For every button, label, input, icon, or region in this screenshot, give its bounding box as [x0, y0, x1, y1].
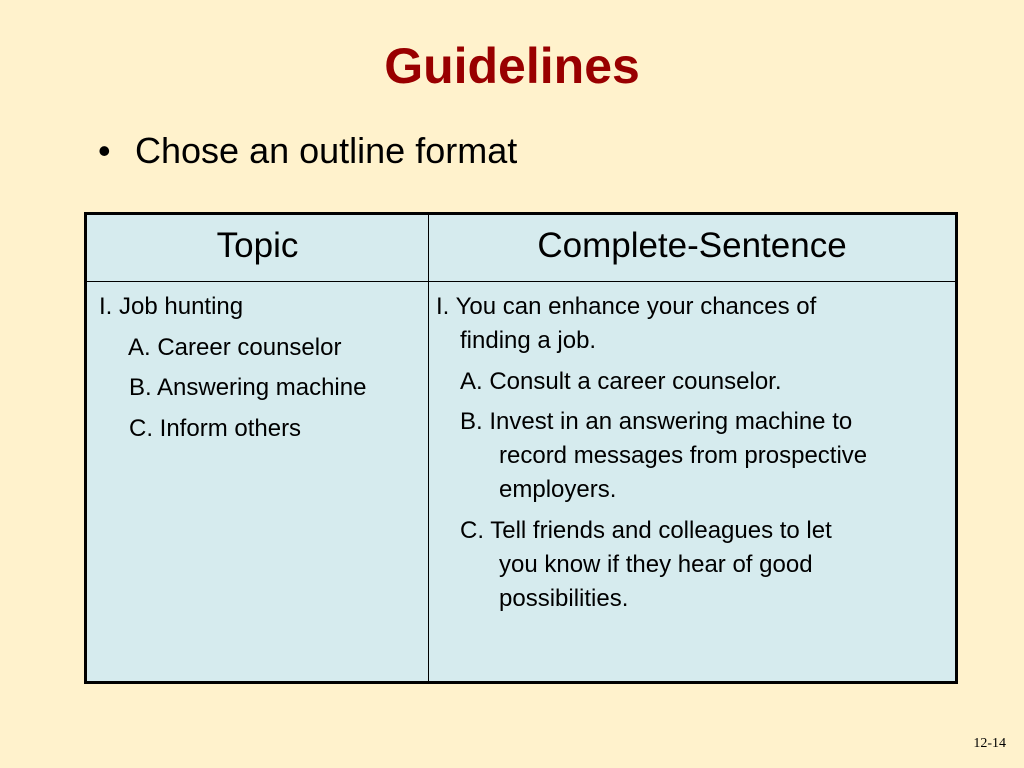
sentence-line-c-3: possibilities.	[499, 585, 629, 612]
sentence-line-b-1: B. Invest in an answering machine to	[460, 408, 853, 435]
bullet-icon: •	[98, 130, 111, 171]
header-complete-sentence: Complete-Sentence	[537, 226, 847, 265]
bullet-text: Chose an outline format	[135, 130, 518, 171]
slide-title: Guidelines	[384, 38, 640, 94]
topic-line-main: I. Job hunting	[99, 293, 244, 320]
header-divider	[87, 281, 955, 282]
slide-number: 12-14	[973, 736, 1006, 751]
sentence-line-b-3: employers.	[499, 476, 617, 503]
sentence-line-b-2: record messages from prospective	[499, 442, 868, 469]
outline-table	[84, 212, 958, 684]
sentence-line-main-2: finding a job.	[460, 327, 597, 354]
sentence-line-c-2: you know if they hear of good	[499, 551, 813, 578]
header-topic: Topic	[216, 226, 299, 265]
topic-line-a: A. Career counselor	[128, 334, 342, 361]
sentence-line-a: A. Consult a career counselor.	[460, 368, 782, 395]
sentence-line-c-1: C. Tell friends and colleagues to let	[460, 517, 832, 544]
topic-line-b: B. Answering machine	[129, 374, 367, 401]
bullet-item	[98, 128, 517, 174]
column-divider	[428, 215, 429, 681]
topic-line-c: C. Inform others	[129, 415, 302, 442]
sentence-line-main-1: I. You can enhance your chances of	[436, 293, 817, 320]
